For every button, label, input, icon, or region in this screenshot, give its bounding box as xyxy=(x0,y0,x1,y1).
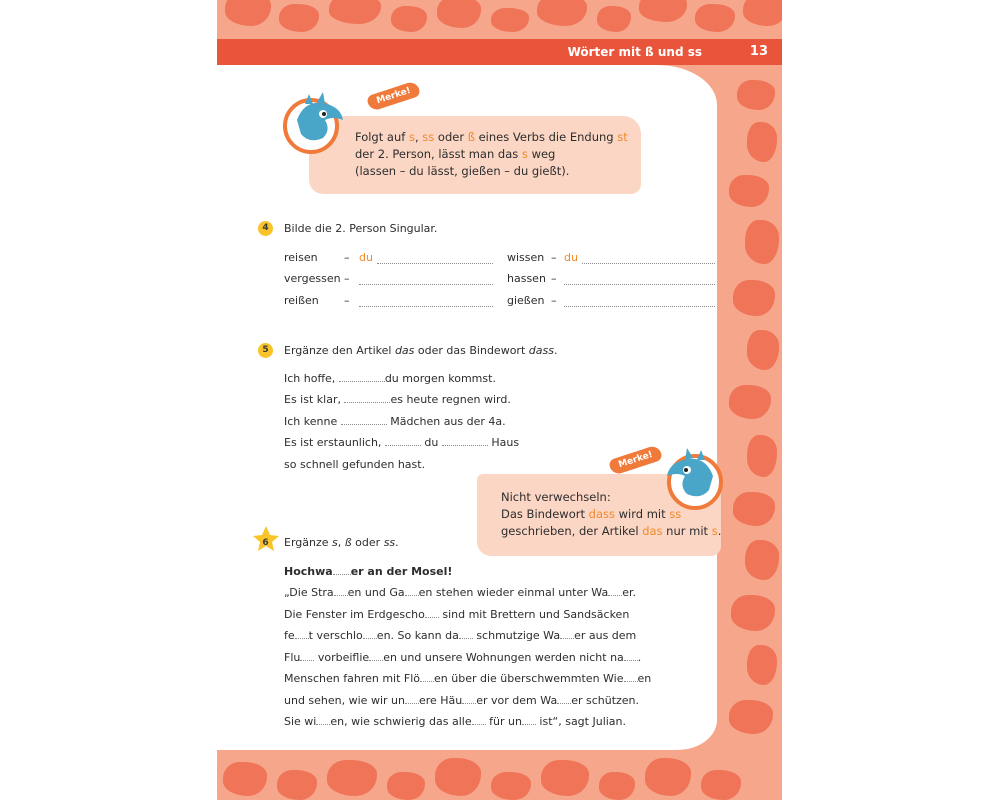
blank[interactable] xyxy=(405,694,419,704)
sentence-line: Es ist klar, es heute regnen wird. xyxy=(284,393,511,406)
sentence-line: Ich kenne Mädchen aus der 4a. xyxy=(284,415,506,428)
blank[interactable] xyxy=(369,651,383,661)
verb-label: reißen xyxy=(284,294,319,307)
blank[interactable] xyxy=(459,629,473,639)
blank[interactable] xyxy=(442,436,488,446)
story-line: und sehen, wie wir un ere Häu er vor dem Wa er schützen. xyxy=(284,694,640,707)
blank[interactable] xyxy=(608,586,622,596)
decor-stone xyxy=(435,758,481,796)
blank[interactable] xyxy=(344,393,390,403)
verb-label: wissen xyxy=(507,251,545,264)
decor-stone xyxy=(729,175,769,207)
verb-label: hassen xyxy=(507,272,546,285)
decor-stone xyxy=(747,330,779,370)
merke-label: Merke! xyxy=(608,444,664,476)
blank[interactable] xyxy=(560,629,574,639)
answer-line[interactable] xyxy=(359,306,493,307)
answer-line[interactable] xyxy=(564,306,715,307)
merke-line-3: geschrieben, der Artikel das nur mit s. xyxy=(501,524,722,538)
decor-stone xyxy=(747,122,777,162)
decor-stone xyxy=(745,220,779,264)
merke-note-text xyxy=(355,129,635,180)
dash: – xyxy=(344,272,350,285)
decor-stone xyxy=(701,770,741,800)
verb-label: vergessen xyxy=(284,272,341,285)
decor-stone xyxy=(731,595,775,631)
story-line: fe t verschlo en. So kann da schmutzige Wa er aus dem xyxy=(284,629,637,642)
merke-line-2: Das Bindewort dass wird mit ss xyxy=(501,507,682,521)
task-instruction: Ergänze s, ß oder ss. xyxy=(284,536,399,549)
decor-stone xyxy=(223,762,267,796)
du-prefix: du xyxy=(564,251,578,264)
decor-stone xyxy=(491,8,529,32)
merke-label: Merke! xyxy=(366,80,422,112)
merke-line-3: (lassen – du lässt, gießen – du gießt). xyxy=(355,164,570,178)
decor-stone xyxy=(729,700,773,734)
blank[interactable] xyxy=(316,715,330,725)
decor-stone xyxy=(639,0,687,22)
decor-stone xyxy=(327,760,377,796)
merke-line-1: Nicht verwechseln: xyxy=(501,490,611,504)
blank[interactable] xyxy=(334,586,348,596)
dragon-mascot-icon xyxy=(283,86,357,156)
decor-stone xyxy=(729,385,771,419)
decor-stone xyxy=(437,0,481,28)
verb-label: gießen xyxy=(507,294,545,307)
dash: – xyxy=(344,294,350,307)
workbook-page xyxy=(217,0,782,800)
decor-stone xyxy=(745,540,779,580)
sentence-line: so schnell gefunden hast. xyxy=(284,458,426,471)
story-line: Flu vorbeiflie en und unsere Wohnungen werden nicht na . xyxy=(284,651,642,664)
decor-stone xyxy=(537,0,587,26)
decor-stone xyxy=(733,492,775,526)
blank[interactable] xyxy=(420,672,434,682)
decor-stone xyxy=(747,435,777,477)
blank[interactable] xyxy=(385,436,421,446)
answer-line[interactable] xyxy=(377,263,493,264)
blank[interactable] xyxy=(295,629,309,639)
task-number-badge: 6 xyxy=(262,538,269,548)
task-instruction: Bilde die 2. Person Singular. xyxy=(284,222,438,235)
decor-stone xyxy=(747,645,777,685)
decor-stone xyxy=(645,758,691,796)
decor-stone xyxy=(597,6,631,32)
sentence-line: Es ist erstaunlich, du Haus xyxy=(284,436,520,449)
merke-line-2: der 2. Person, lässt man das s weg xyxy=(355,147,556,161)
task-number-badge: 4 xyxy=(258,221,273,236)
blank[interactable] xyxy=(300,651,314,661)
answer-line[interactable] xyxy=(564,284,715,285)
du-prefix: du xyxy=(359,251,373,264)
dash: – xyxy=(344,251,350,264)
blank[interactable] xyxy=(405,586,419,596)
blank[interactable] xyxy=(624,651,638,661)
decor-stone xyxy=(225,0,271,26)
decor-stone xyxy=(387,772,425,800)
answer-line[interactable] xyxy=(582,263,715,264)
blank[interactable] xyxy=(341,415,387,425)
merke-note-text xyxy=(501,489,731,540)
blank[interactable] xyxy=(472,715,486,725)
blank[interactable] xyxy=(522,715,536,725)
decor-stone xyxy=(391,6,427,32)
decor-stone xyxy=(491,772,531,800)
dash: – xyxy=(551,251,557,264)
blank[interactable] xyxy=(333,565,351,575)
answer-line[interactable] xyxy=(359,284,493,285)
blank[interactable] xyxy=(425,608,439,618)
story-line: „Die Stra en und Ga en stehen wieder einmal unter Wa er. xyxy=(284,586,636,599)
merke-line-1: Folgt auf s, ss oder ß eines Verbs die Endung st xyxy=(355,130,628,144)
decor-stone xyxy=(733,280,775,316)
decor-stone xyxy=(599,772,635,800)
blank[interactable] xyxy=(339,372,385,382)
blank[interactable] xyxy=(363,629,377,639)
verb-label: reisen xyxy=(284,251,318,264)
decor-stone xyxy=(695,4,735,32)
dash: – xyxy=(551,272,557,285)
task-instruction: Ergänze den Artikel das oder das Bindewort dass. xyxy=(284,344,558,357)
task-number-badge: 5 xyxy=(258,343,273,358)
story-line: Menschen fahren mit Flö en über die überschwemmten Wie en xyxy=(284,672,652,685)
sentence-line: Ich hoffe, du morgen kommst. xyxy=(284,372,496,385)
decor-stone xyxy=(329,0,381,24)
blank[interactable] xyxy=(462,694,476,704)
decor-stone xyxy=(743,0,782,26)
story-line: Sie wi en, wie schwierig das alle für un ist“, sagt Julian. xyxy=(284,715,627,728)
decor-stone xyxy=(279,4,319,32)
decor-stone xyxy=(737,80,775,110)
decor-stone xyxy=(277,770,317,800)
story-title: Hochwa er an der Mosel! xyxy=(284,565,453,578)
blank[interactable] xyxy=(624,672,638,682)
story-line: Die Fenster im Erdgescho sind mit Brettern und Sandsäcken xyxy=(284,608,630,621)
page-header-title: Wörter mit ß und ss xyxy=(567,45,702,59)
decor-stone xyxy=(541,760,589,796)
dash: – xyxy=(551,294,557,307)
blank[interactable] xyxy=(557,694,571,704)
page-number: 13 xyxy=(749,44,768,59)
